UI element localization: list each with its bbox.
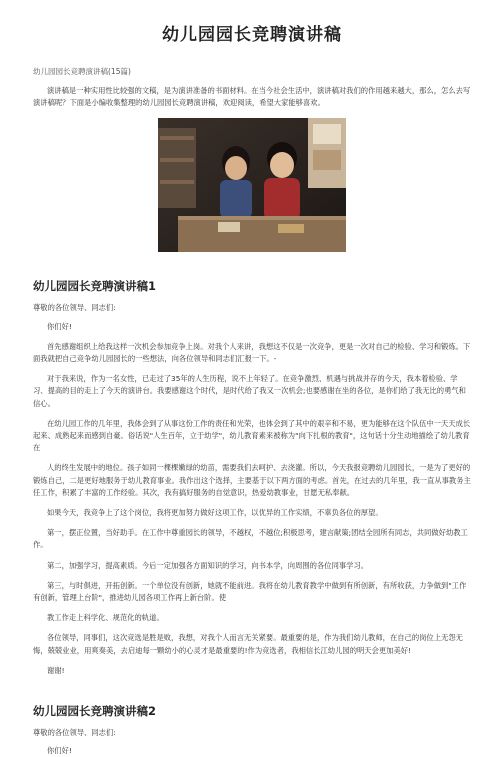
body-paragraph: 各位领导，同事们，这次竞选是胜是败，我想，对我个人而言无关紧要。最重要的是，作为我们幼儿教师，在自己的岗位上无怨无悔，兢兢业业，用爽奏美，去启迪每一颗幼小的心灵才是最重要的!作为竞选者，我相信长江幼儿园的明天会更加美好! xyxy=(33,633,463,655)
section-heading-1: 幼儿园园长竞聘演讲稿1 xyxy=(33,279,157,294)
document-subtitle: 幼儿园园长竞聘演讲稿(15篇) xyxy=(33,67,131,76)
document-title: 幼儿园园长竞聘演讲稿 xyxy=(162,25,342,45)
thanks-line: 谢谢! xyxy=(47,665,65,675)
greeting-1: 你们好! xyxy=(47,321,72,331)
intro-paragraph: 演讲稿是一种实用性比较强的文稿，是为演讲准备的书面材料。在当今社会生活中，演讲稿对我们的作用越来越大，那么，怎么去写演讲稿呢？下面是小编收集整理的幼儿园园长竞聘演讲稿，欢迎阅读，希望大家能够喜欢。 xyxy=(33,86,471,108)
body-paragraph: 对于我来说，作为一名女性，已走过了35年的人生历程，说不上年轻了。在竞争激烈、机遇与挑战并存的今天，我本着检验、学习、提高的目的走上了今天的演讲台。我要感谢这个时代，是时代给了我又一次机会;也要感谢在坐的各位，是你们给了我无比的勇气和信心。 xyxy=(33,374,466,408)
classroom-photo xyxy=(158,118,346,252)
body-paragraph: 人的终生发展中的地位。孩子如同一棵棵嫩绿的幼苗，需要我们去呵护、去浇灌。所以，今天我报竞聘幼儿园园长，一是为了更好的锻炼自己，二是更好地服务于幼儿教育事业。我作出这个选择，主要基于以下两方面的考虑。首先，在过去的几年里，我一直从事教务主任工作，积累了丰富的工作经验。其次，我有搞好服务的自觉意识，热爱幼教事业，甘愿无私奉献。 xyxy=(33,463,471,497)
body-paragraph: 在幼儿园工作的几年里，我体会到了从事这份工作的责任和光荣，也体会到了其中的艰辛和不易，更为能够在这个队伍中一天天成长起来、成熟起来而感到自豪。俗话说"人生百年，立于幼学"，幼儿教育素来被称为"向下扎根的教育"，这句话十分生动地描绘了幼儿教育在 xyxy=(33,418,471,453)
greeting-2: 你们好! xyxy=(47,746,72,756)
body-paragraph: 教工作走上科学化、规范化的轨道。 xyxy=(47,613,164,623)
body-paragraph: 第二，加强学习，提高素质。今后一定加强各方面知识的学习，向书本学，向周围的各位同事学习。 xyxy=(47,560,369,570)
body-paragraph: 第一，摆正位置，当好助手。在工作中尊重园长的领导，不越权，不越位;积极思考，建言献策;团结全园所有同志，共同做好幼教工作。 xyxy=(33,528,468,550)
section-heading-2: 幼儿园园长竞聘演讲稿2 xyxy=(33,704,157,719)
body-paragraph: 如果今天，我竞争上了这个岗位，我将更加努力做好这项工作，以优异的工作实绩，不辜负各位的厚望。 xyxy=(47,508,383,518)
body-paragraph: 首先感谢组织上给我这样一次机会参加竞争上岗。对我个人来讲，我想这不仅是一次竞争，更是一次对自己的检验、学习和锻炼。下面我就把自己竞争幼儿园园长的一些想法，向各位领导和同志们汇报一下。- xyxy=(33,341,471,364)
salutation-2: 尊敬的各位领导、同志们: xyxy=(33,728,116,738)
classroom-photo-icon xyxy=(158,118,346,252)
salutation-1: 尊敬的各位领导、同志们: xyxy=(33,303,116,313)
body-paragraph: 第三，与时俱进，开拓创新。一个单位没有创新，她就不能前进。我将在幼儿教育教学中做到有所创新，有所收获，力争做到"工作有创新，管理上台阶"，推进幼儿园各项工作再上新台阶。使 xyxy=(33,580,467,603)
